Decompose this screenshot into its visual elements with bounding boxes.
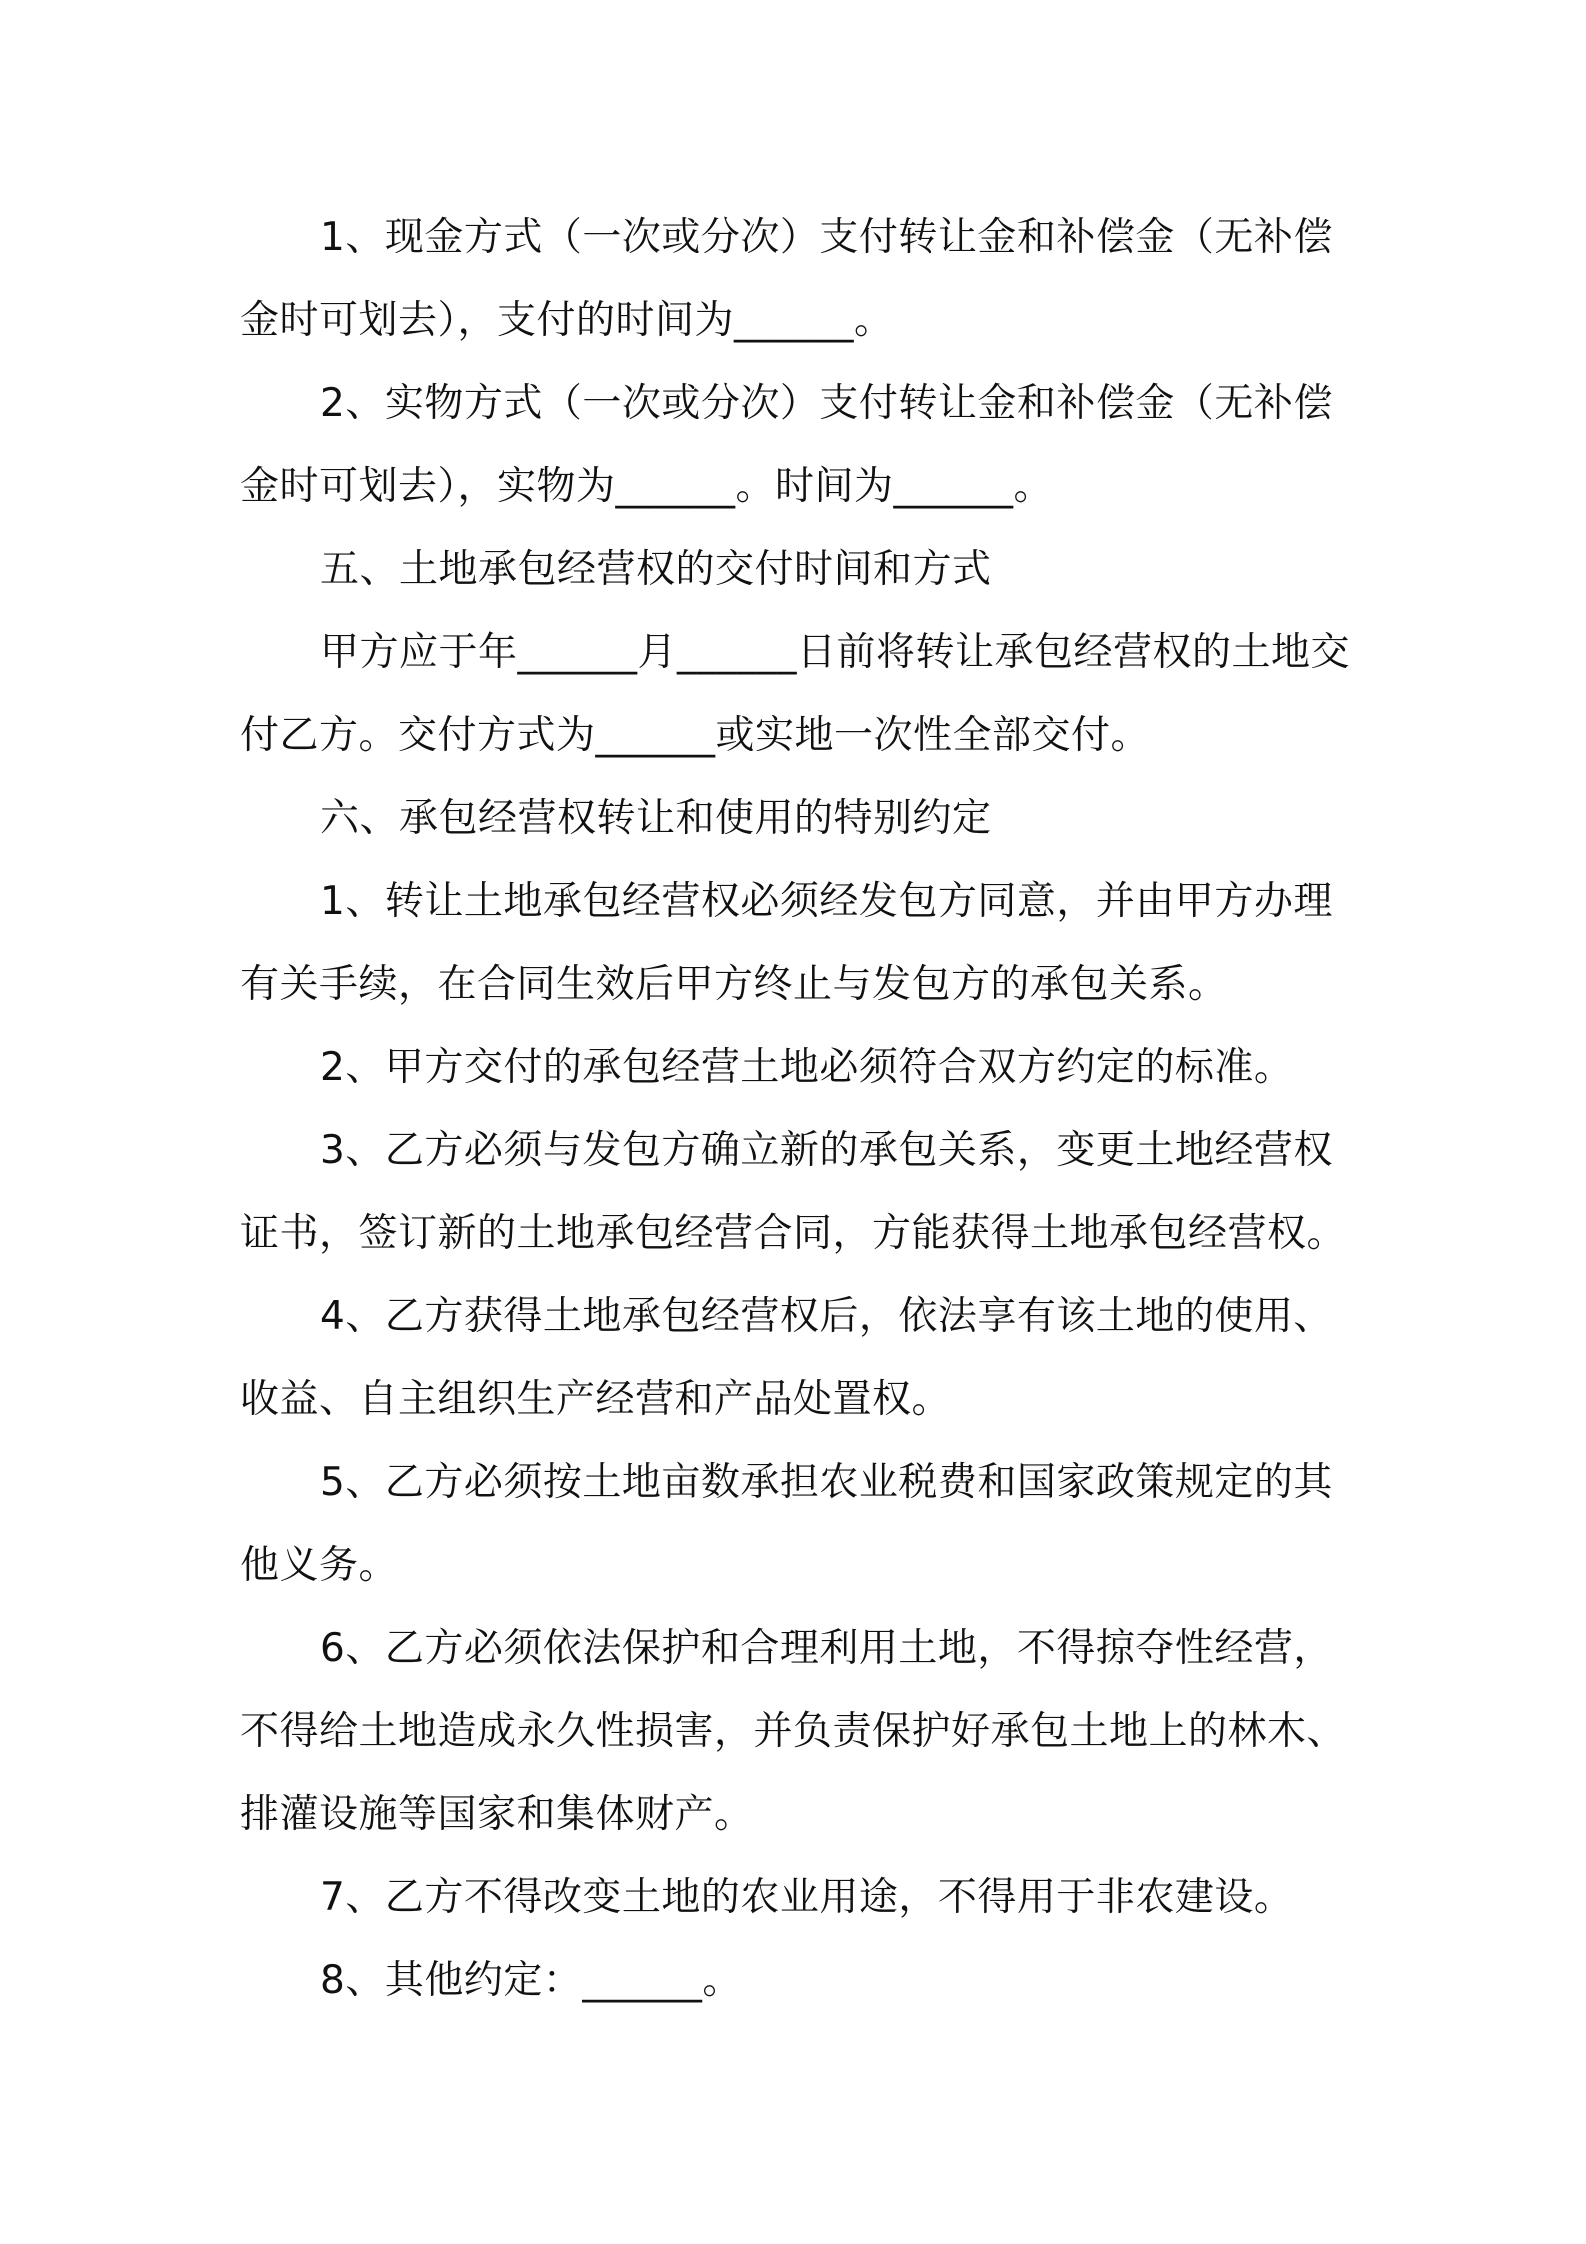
section-heading-6: 六、承包经营权转让和使用的特别约定 [320, 796, 992, 841]
delivery-time-clause: 甲方应于年______月______日前将转让承包经营权的土地交付乙方。交付方式为______或实地一次性全部交付。 [240, 630, 1351, 758]
special-clause-4: 4、乙方获得土地承包经营权后，依法享有该土地的使用、收益、自主组织生产经营和产品处置权。 [240, 1294, 1333, 1422]
special-clause-5: 5、乙方必须按土地亩数承担农业税费和国家政策规定的其他义务。 [240, 1460, 1333, 1588]
document-body [240, 196, 1355, 2022]
special-clause-7: 7、乙方不得改变土地的农业用途，不得用于非农建设。 [320, 1875, 1294, 1920]
clause-1-cash-payment: 1、现金方式（一次或分次）支付转让金和补偿金（无补偿金时可划去），支付的时间为______。 [240, 215, 1333, 343]
special-clause-2: 2、甲方交付的承包经营土地必须符合双方约定的标准。 [320, 1045, 1294, 1090]
special-clause-6: 6、乙方必须依法保护和合理利用土地，不得掠夺性经营，不得给土地造成永久性损害，并负责保护好承包土地上的林木、排灌设施等国家和集体财产。 [240, 1626, 1347, 1837]
special-clause-3: 3、乙方必须与发包方确立新的承包关系，变更土地经营权证书，签订新的土地承包经营合同，方能获得土地承包经营权。 [240, 1128, 1347, 1256]
clause-2-in-kind-payment: 2、实物方式（一次或分次）支付转让金和补偿金（无补偿金时可划去），实物为______。时间为______。 [240, 381, 1333, 509]
special-clause-1: 1、转让土地承包经营权必须经发包方同意，并由甲方办理有关手续，在合同生效后甲方终止与发包方的承包关系。 [240, 879, 1333, 1007]
special-clause-8: 8、其他约定：______。 [320, 1958, 742, 2003]
section-heading-5: 五、土地承包经营权的交付时间和方式 [320, 547, 992, 592]
